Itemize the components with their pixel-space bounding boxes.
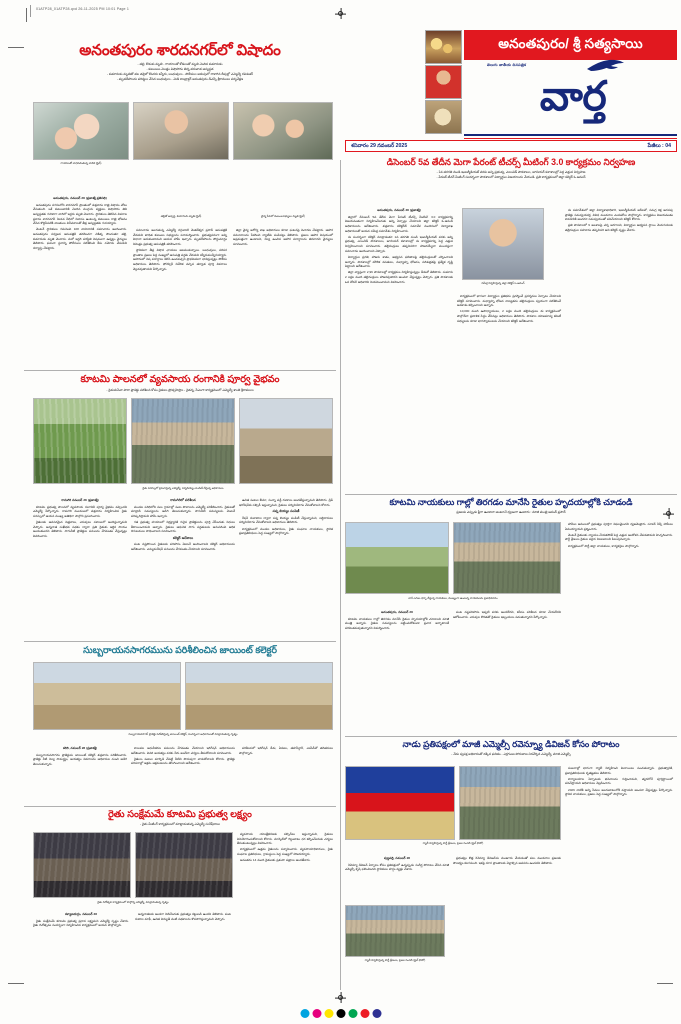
agri-para-3: గత ప్రభుత్వ హయాంలో నిర్లక్ష్యానికి గురైన ప్రాజెక్టులను పూర్తి చేసేందుకు నిధులు కేటాయించామని అన్నారు. రైతులు ఆధునిక సాగు పద్ధతులను అనుసరించి అధిక దిగుబడులు సాధించాలని సూచించారు. bbox=[131, 519, 235, 534]
agri-body-col-1 bbox=[33, 498, 127, 638]
masthead-rule-blue bbox=[464, 134, 677, 136]
color-swatch-yellow bbox=[324, 1009, 333, 1018]
ptm-body-col-1 bbox=[345, 208, 453, 490]
farmer-dateline: కళ్యాణదుర్గం, నవంబర్ 28 bbox=[65, 912, 97, 916]
agri-headline: కూటమి పాలనలో వ్యవసాయ రంగానికి పూర్వ వైభవం bbox=[80, 374, 280, 385]
ptm-photo-caption: సమీక్ష నిర్వహిస్తున్న జిల్లా కలెక్టర్ ఓ.ఆనంద్ bbox=[481, 282, 525, 285]
protest-dateline: పుట్టపర్తి, నవంబర్ 28 bbox=[383, 856, 411, 860]
masthead bbox=[425, 30, 677, 152]
protest-para-5: 2026 నాటికి అన్ని సేవలు అందుబాటులోకి వస్తాయని అంచనా వేస్తున్నట్లు పేర్కొన్నారు. స్థానిక నాయకులు, ప్రజలు పెద్ద సంఖ్యలో పాల్గొన్నారు. bbox=[565, 787, 673, 797]
protest-headline: నాడు ప్రతిపక్షంలో మాజీ ఎమ్మెల్సీ రవెన్న్యూ డివిజన్ కోసం పోరాటం bbox=[402, 739, 620, 749]
farmer-para-5: అనంతరం 14 మంది రైతులకు ప్రశంసా పత్రాలు అందజేశారు. bbox=[240, 858, 311, 863]
protest-photo-3 bbox=[345, 905, 445, 957]
lead-photo-1-caption: గాయాలతో బాధపడుతున్న బాలిక (ఫైల్) bbox=[60, 162, 102, 165]
color-swatch-black bbox=[336, 1009, 345, 1018]
color-swatch-blue bbox=[372, 1009, 381, 1018]
agri-para-4: ఉచిత పంటల బీమా, సున్నా వడ్డీ రుణాలు అందజేస్తున్నామని తెలిపారు. డ్రిప్ ఇరిగేషన్‌కు సబ్సిడీ ఇస్తున్నామని, రైతులు సద్వినియోగం చేసుకోవాలని కోరారు. bbox=[239, 498, 333, 507]
farmer-headline: రైతు సంక్షేమమే కూటమి ప్రభుత్వ లక్ష్యం bbox=[108, 809, 252, 820]
masthead-thumb-sathya-sai bbox=[425, 65, 462, 99]
agri-para-1: కూటమి ప్రభుత్వ పాలనలో వ్యవసాయ రంగానికి పూర్వ వైభవం వచ్చిందని ఎమ్మెల్యే పేర్కొన్నారు. రామగిరి మండలంలో శుక్రవారం నిర్వహించిన రైతు సదస్సులో ఆయన ముఖ్య అతిథిగా పాల్గొని ప్రసంగించారు. bbox=[33, 504, 127, 518]
lead-subhead-1: - తల్లి, కొడుకు మృతి - గాయాలతో కోడలుతో మృతి చెందిన కుమారుడు bbox=[137, 62, 223, 67]
crop-mark-left-bottom bbox=[8, 983, 24, 984]
lead-body-col-2 bbox=[133, 228, 227, 366]
masthead-thumb-temple bbox=[425, 30, 462, 64]
ptm-photo bbox=[462, 208, 544, 280]
ptm-para-2: ఈ సందర్భంగా కలెక్టర్ మాట్లాడుతూ 1వ తరగతి నుండి ఇంటర్మీడియట్ వరకు అన్ని ప్రభుత్వ, ఎయిడెడ్ పాఠశాలలు, జూనియర్ కళాశాలల్లో ఈ కార్యక్రమాన్ని పెద్ద ఎత్తున నిర్వహించాలని సూచించారు. తల్లిదండ్రులు తప్పనిసరిగా హాజరయ్యేలా ముందస్తుగా సమాచారం అందించాలని చెప్పారు. bbox=[345, 234, 453, 253]
farmer-subhead: - రైతు మీటింగ్ కార్యక్రమంలో మాట్లాడుతున్న ఎమ్మెల్యే సురేష్‌బాబు bbox=[140, 822, 220, 827]
farmer-photo-2 bbox=[135, 832, 233, 898]
agri-story-head bbox=[22, 375, 338, 393]
farmer-para-3: వ్యవసాయ యాంత్రీకరణకు సబ్సిడీలు ఇస్తున్నామని, రైతులు వినియోగించుకోవాలని కోరారు. మార్కెట్‌లో గిట్టుబాటు ధర కల్పించేందుకు చర్యలు తీసుకుంటున్నట్లు వివరించారు. bbox=[237, 832, 333, 846]
lead-para-3: సమాచారం అందుకున్న ఎమ్మెల్యే దగ్గుబాటి వెంకటేశ్వర ప్రసాద్ ఆసుపత్రికి చేరుకుని బాధిత కుటుంబ సభ్యులను పరామర్శించారు. ప్రభుత్వపరంగా అన్ని విధాలా ఆదుకుంటామని ఆయన హామీ ఇచ్చారు. మృతదేహాలను పోస్టుమార్టం నిమిత్తం ప్రభుత్వ ఆసుపత్రికి తరలించారు. bbox=[133, 228, 227, 246]
protest-para-1: రెవెన్యూ డివిజన్ ఏర్పాటు కోసం ప్రతిపక్షంలో ఉన్నప్పుడు సుదీర్ఘ పోరాటం చేసిన మాజీ ఎమ్మెల్సీ కృషి ఫలించిందని స్థానికులు హర్షం వ్యక్తం చేశారు. bbox=[345, 862, 449, 872]
protest-photo-1 bbox=[345, 766, 455, 840]
masthead-tagline: తెలుగు జాతీయ దినపత్రిక bbox=[487, 63, 527, 67]
koota-photo-2 bbox=[453, 522, 561, 594]
jc-photo-1 bbox=[33, 662, 181, 730]
ptm-headline: డిసెంబర్ 5వ తేదీన మెగా పేరంట్ టీచర్స్ మీటింగ్ 3.0 కార్యక్రమం నిర్వహణ bbox=[386, 157, 636, 167]
lead-para-4: స్థానికంగా తీవ్ర విషాద ఛాయలు అలముకున్నాయి. బంధువులు, పరిసర ప్రాంతాల ప్రజలు పెద్ద సంఖ్యలో ఆసుపత్రి వద్దకు చేరుకుని కన్నీరుమున్నీరయ్యారు. ఆహారంలో విష పదార్థాలు కలిసి ఉండవచ్చని ప్రాథమికంగా భావిస్తున్నట్లు పోలీసు అధికారులు తెలిపారు. ఫోరెన్సిక్ నివేదిక వచ్చిన తర్వాత పూర్తి వివరాలు వెల్లడవుతాయని పేర్కొన్నారు. bbox=[133, 248, 227, 271]
koota-headline: కూటమి నాయకులు గాల్లో తిరగడం మానేసి రైతుల హృదయాల్లోకి చూడండి bbox=[389, 497, 633, 507]
ptm-para-6: 10,000 మంది ఉపాధ్యాయులు, 2 లక్షల మంది తల్లిదండ్రులు ఈ కార్యక్రమంలో పాల్గొనేలా ప్రణాళిక సిద్ధం చేసినట్లు అధికారులు తెలిపారు. పాఠశాల యాజమాన్య కమిటీ సభ్యులను కూడా భాగస్వాములను చేయాలని కలెక్టర్ ఆదేశించారు. bbox=[457, 309, 561, 323]
koota-body-col-3 bbox=[565, 522, 673, 734]
agri-sub-title-3: సన్న బియ్యం పంపిణీ bbox=[272, 509, 300, 514]
section-divider-2 bbox=[24, 641, 336, 642]
agri-sub-text-3: రేషన్ దుకాణాల ద్వారా సన్న బియ్యం పంపిణీ చేస్తున్నామని, లబ్ధిదారులు సద్వినియోగం చేసుకోవాలని అధికారులు తెలిపారు. bbox=[239, 515, 333, 525]
registration-mark-bottom bbox=[335, 992, 346, 1003]
color-calibration-bar bbox=[300, 1009, 381, 1018]
masthead-edition-band bbox=[464, 30, 677, 60]
farmer-body-col-3 bbox=[237, 832, 333, 982]
ptm-story-head bbox=[345, 158, 677, 180]
farmer-body-col-2 bbox=[135, 912, 231, 984]
ptm-body-col-2 bbox=[457, 294, 561, 490]
ptm-body-col-3 bbox=[565, 208, 673, 490]
lead-subhead-4: - మృతదేహాలను పరిశ్మలు చేసిన బంధువులు - మెడి కాంట్రాక్టర్ అనంతపురం డీఎస్పీ శ్రీరాములు పర్యవేక్షణ bbox=[116, 76, 244, 81]
ptm-para-7: ఈ సమావేశంలో జిల్లా విద్యాశాఖాధికారి, ఇంటర్మీడియట్ ఆర్ఐవో, సమగ్ర శిక్ష అదనపు ప్రాజెక్టు సమన్వయకర్త, వివిధ మండలాల ఎంఈవోలు పాల్గొన్నారు. కార్యక్రమం విజయవంతం కావడానికి అందరూ సమన్వయంతో పనిచేయాలని కలెక్టర్ కోరారు. bbox=[565, 208, 673, 222]
lead-subhead-3: - కుమారుడు మృతితో తల తల్లిలో కొందరు కన్నీరు, బంధువులు - పోలీసుల అదుపులో రాకాగిన దీపుల్లో ఎమ్మెల్యే రవిశంకర్ bbox=[106, 71, 254, 76]
protest-story-head bbox=[345, 740, 677, 756]
farmer-body-col-1 bbox=[33, 912, 129, 984]
ptm-para-1: జిల్లాలో డిసెంబర్ 5వ తేదీన మెగా పేరంట్ టీచర్స్ మీటింగ్ 3.0 కార్యక్రమాన్ని విజయవంతంగా నిర్వహించేందుకు అన్ని ఏర్పాట్లు చేయాలని జిల్లా కలెక్టర్ ఓ.ఆనంద్ అధికారులను ఆదేశించారు. శుక్రవారం కలెక్టరేట్ సమావేశ మందిరంలో విద్యాశాఖ అధికారులతో ఆయన సమీక్ష సమావేశం నిర్వహించారు. bbox=[345, 214, 453, 233]
farmer-story-head bbox=[22, 810, 338, 827]
protest-para-4: కార్యాలయాల ఏర్పాటుకు భవనాలను గుర్తించామని, త్వరలోనే పూర్తిస్థాయిలో పనిచేస్తాయని అధికారులు వెల్లడించారు. bbox=[565, 776, 673, 786]
koota-story-head bbox=[345, 498, 677, 514]
ptm-para-8: ప్రతి పాఠశాలలో 9 అంశాలపై చర్చ జరగాలని, విద్యార్థుల అభ్యసన స్థాయి మెరుగుదలకు తల్లిదండ్రుల సహకారం తప్పనిసరి అని కలెక్టర్ స్పష్టం చేశారు. bbox=[565, 223, 673, 233]
section-divider-5 bbox=[345, 736, 677, 737]
ptm-subhead-1: - 1వ తరగతి నుండి ఇంటర్మీడియట్ వరకు అన్ని ప్రభుత్వ, ఎయిడెడ్ పాఠశాలల, జూనియర్ కళాశాలల్లో పెద్ద ఎత్తున నిర్వహణ bbox=[436, 170, 586, 175]
jc-headline: సుబ్బరాయనసాగరమును పరిశీలించిన జాయింట్ కలెక్టర్ bbox=[83, 645, 277, 655]
protest-para-3: సంబరాల్లో భాగంగా ర్యాలీ నిర్వహించి మిఠాయిలు పంచుకున్నారు. ప్రభుత్వానికి, ప్రజాప్రతినిధులకు కృతజ్ఞతలు తెలిపారు. bbox=[565, 766, 673, 775]
koota-para-2: పంట నష్టపరిహారం ఇప్పటి వరకు అందలేదని, కనీసం పరిశీలన కూడా చేయలేదని ఆరోపించారు. ఎరువుల కొరతతో రైతులు ఇబ్బందులు పడుతున్నారని పేర్కొన్నారు. bbox=[453, 610, 561, 619]
slug-rule bbox=[30, 5, 31, 17]
koota-body-col-2 bbox=[453, 610, 561, 734]
koota-para-4: వెంటనే రైతులకు న్యాయం చేయకపోతే పెద్ద ఎత్తున ఆందోళన చేపడతామని హెచ్చరించారు. పార్టీ శ్రేణులు రైతుల పక్షాన నిలబడాలని పిలుపునిచ్చారు. bbox=[565, 532, 673, 542]
koota-para-5: కార్యక్రమంలో పార్టీ జిల్లా నాయకులు, కార్యకర్తలు పాల్గొన్నారు. bbox=[568, 543, 640, 548]
jc-para-4: పరిశీలనలో ఇరిగేషన్ డీఈ, ఏఈలు, తహసీల్దార్, ఎంపీడీవో తదితరులు పాల్గొన్నారు. bbox=[239, 746, 333, 755]
jc-para-3: రైతులు పంటల మార్పిడి చేపట్టి నీటిని పొదుపుగా వాడుకోవాలని కోరారు. ప్రాజెక్టు పరిసరాల్లో అక్రమ ఆక్రమణలను తొలగించాలని ఆదేశించారు. bbox=[131, 756, 235, 766]
koota-photo-caption: లారీ ఎదుట ధర్నా చేస్తున్న నాయకులు, ముఖ్యంగా ఉంటున్న నాయకులను ప్రజాభిమానం bbox=[408, 597, 498, 600]
farmer-para-2: అన్నదాతలకు అండగా నిలిచేందుకు ప్రభుత్వం కట్టుబడి ఉందని తెలిపారు. పంట రుణాల మాఫీ, ఉచిత విద్యుత్ వంటి పథకాలను కొనసాగిస్తున్నామని చెప్పారు. bbox=[135, 912, 231, 921]
section-divider-3 bbox=[24, 806, 336, 807]
lead-photo-2 bbox=[133, 102, 229, 160]
lead-body-col-1 bbox=[33, 196, 127, 366]
center-gutter-rule bbox=[340, 160, 341, 990]
jc-photo-caption: సుబ్బరాయనసాగర్ ప్రాజెక్టు పరిశీలిస్తున్న జాయింట్ కలెక్టర్, సందర్భంగా అధికారులతో మాట్లాడుతున్న దృశ్యం bbox=[128, 733, 238, 736]
masthead-title bbox=[469, 60, 677, 134]
color-swatch-magenta bbox=[312, 1009, 321, 1018]
agri-photo-2 bbox=[131, 398, 235, 484]
ptm-para-3: విద్యార్థుల ప్రగతి, హాజరు శాతం, అభ్యసన ఫలితాలపై తల్లిదండ్రులతో చర్చించాలని అన్నారు. పాఠశాలల్లో మౌలిక వసతులు, మధ్యాహ్న భోజనం, పరిశుభ్రతపై ప్రత్యేక దృష్టి పెట్టాలని ఆదేశించారు. bbox=[345, 254, 453, 269]
protest-body-col-2 bbox=[453, 856, 561, 982]
lead-body-col-3 bbox=[233, 228, 333, 366]
agri-sub-text-1: మండల పరిధిలోని పలు గ్రామాల్లో పంట పొలాలను ఎమ్మెల్యే పరిశీలించారు. రైతులతో మాట్లాడి సమస్యలను అడిగి తెలుసుకున్నారు. సాగునీటి సమస్యలను వెంటనే పరిష్కరిస్తామని హామీ ఇచ్చారు. bbox=[131, 504, 235, 518]
date-bar bbox=[345, 140, 677, 152]
agri-photo-1 bbox=[33, 398, 127, 484]
registration-mark-top bbox=[335, 8, 346, 19]
agri-subhead: - రైతునుసేవా పారా ప్రాజెక్టు పరిశీలన కోసం రైతులు ప్రోత్సహిస్తాం - రైతన్న, సీఎంగా కార్యక్రమంలో ఎమ్మెల్యే శాంతి శ్రీరాములు bbox=[106, 387, 254, 392]
protest-photo-3-caption: ర్యాలీ నిర్వహిస్తున్న పార్టీ శ్రేణులు, ప్రజల సందడి (ఫైల్ ఫోటో) bbox=[364, 959, 426, 962]
agri-sub-title-1: రామగిరిలో పరిశీలన bbox=[170, 498, 196, 502]
section-divider-1 bbox=[24, 370, 336, 371]
farmer-photo-caption: రైతు దినోత్సవ కార్యక్రమంలో పాల్గొన్న ఎమ్మెల్యే, మాట్లాడుతున్న దృశ్యం bbox=[97, 901, 169, 904]
jc-dateline: కదిరి, నవంబర్ 28 (ప్రజాశక్తి) bbox=[63, 746, 97, 750]
masthead-edition-text: అనంతపురం/ శ్రీ సత్యసాయి bbox=[498, 35, 643, 51]
protest-photo-caption: ర్యాలీ నిర్వహిస్తున్న పార్టీ శ్రేణులు, ప్రజల సందడి (ఫైల్ ఫోటో) bbox=[422, 842, 484, 845]
ptm-dateline: అనంతపురం, నవంబర్ 28 (ప్రజాశక్తి) bbox=[377, 208, 421, 212]
farmer-photo-1 bbox=[33, 832, 131, 898]
ptm-para-5: కార్యక్రమంలో భాగంగా విద్యార్థుల ప్రతిభను ప్రదర్శించే ప్రదర్శనలు ఏర్పాటు చేయాలని కలెక్టర్ సూచించారు. మధ్యాహ్న భోజన నాణ్యతను తల్లిదండ్రులు స్వయంగా పరిశీలించే అవకాశం కల్పించాలని అన్నారు. bbox=[457, 294, 561, 308]
agri-para-5: కార్యక్రమంలో మండల అధికారులు, రైతు సంఘాల నాయకులు, స్థానిక ప్రజాప్రతినిధులు పెద్ద సంఖ్యలో పాల్గొన్నారు. bbox=[239, 526, 333, 536]
crop-mark-top bbox=[26, 8, 27, 22]
koota-dateline: అనంతపురం, నవంబర్ 28 bbox=[381, 610, 413, 614]
jc-body-col-2 bbox=[131, 746, 235, 806]
lead-photo-1 bbox=[33, 102, 129, 160]
protest-photo-2 bbox=[459, 766, 561, 840]
koota-para-3: హామీల అమలులో ప్రభుత్వం పూర్తిగా విఫలమైందని ధ్వజమెత్తారు. సూపర్ సిక్స్ హామీలు ఏమయ్యాయని ప్రశ్నించారు. bbox=[565, 522, 673, 531]
lead-photo-3-caption: వైద్య సేవలో కుటుంబసభ్యులు మృతి (ఫైల్) bbox=[261, 215, 305, 218]
agri-photo-caption: రైతు సదస్సులో ప్రసంగిస్తున్న ఎమ్మెల్యే, సన్నబియ్యం పంపిణీ చేస్తున్న అధికారులు bbox=[142, 487, 224, 490]
protest-para-2: ప్రభుత్వం కొత్త రెవెన్యూ డివిజన్‌ను మంజూరు చేయడంతో పలు మండలాల ప్రజలకు సౌలభ్యం కలగనుంది. ఇకపై దూర ప్రాంతాలకు వెళ్లాల్సిన అవసరం ఉండదని తెలిపారు. bbox=[453, 856, 561, 865]
agri-para-2: రైతులకు అవసరమైన విత్తనాలు, ఎరువులు సకాలంలో అందిస్తున్నామని చెప్పారు. అన్నదాత సుఖీభవ పథకం ద్వారా ప్రతి రైతుకు ఆర్థిక సాయం అందుతుందని తెలిపారు. సాగునీటి ప్రాజెక్టుల పనులను వేగవంతం చేస్తున్నట్లు వివరించారు. bbox=[33, 520, 127, 539]
protest-body-col-3 bbox=[565, 766, 673, 982]
ptm-subhead-2: - పేరంట్ టీచర్ మీటింగ్ సందర్భంగా పాఠశాలలో విద్యార్థుల విజయాలను చేయండి. ప్రతి కార్యక్రమంలో జిల్లా కలెక్టర్ ఓ.ఆనంద్ bbox=[436, 175, 586, 180]
koota-body-col-1 bbox=[345, 610, 449, 734]
masthead-title-text: వార్త bbox=[539, 73, 607, 120]
lead-story bbox=[22, 42, 338, 81]
jc-body-col-1 bbox=[33, 746, 127, 806]
lead-headline: అనంతపురం శారదనగర్‌లో విషాదం bbox=[79, 42, 281, 59]
ptm-para-4: జిల్లా వ్యాప్తంగా 2,96 పాఠశాలల్లో కార్యక్రమం నిర్వహిస్తున్నట్లు డీఈవో తెలిపారు. సుమారు 2 లక్షల మంది తల్లిదండ్రులు హాజరవుతారని అంచనా వేస్తున్నట్లు చెప్పారు. ప్రతి పాఠశాలకు ఒక నోడల్ అధికారిని నియమించామని వివరించారు. bbox=[345, 270, 453, 284]
color-swatch-green bbox=[348, 1009, 357, 1018]
section-divider-4 bbox=[345, 494, 677, 495]
jc-body-col-3 bbox=[239, 746, 333, 806]
masthead-thumbnails bbox=[425, 30, 462, 134]
lead-para-2: వెంటనే స్థానికులు గమనించి 108 వాహనానికి సమాచారం అందించారు. అనంతపురం సర్వజన ఆసుపత్రికి తరలించగా చికిత్స పొందుతూ తల్లి, కుమారుడు మృతి చెందారు. మరో ఇద్దరి పరిస్థితి విషమంగా ఉన్నట్లు వైద్యులు తెలిపారు. ఘటనా స్థలాన్ని పోలీసులు పరిశీలించి కేసు నమోదు చేసుకుని దర్యాప్తు చేపట్టారు. bbox=[33, 227, 127, 250]
page-count: పేజీలు : 04 bbox=[647, 143, 671, 149]
jc-para-1: సుబ్బరాయనసాగరం ప్రాజెక్టును జాయింట్ కలెక్టర్ శుక్రవారం పరిశీలించారు. ప్రాజెక్టు నీటి నిల్వ సామర్థ్యం, ఆయకట్టు వివరాలను అధికారుల నుంచి అడిగి తెలుసుకున్నారు. bbox=[33, 752, 127, 766]
protest-subhead: - నేడు స్వపక్ష అధికారంతో దక్కిన ఫలితం - ఎర్రగుంట పోరుబాట నిరవేర్చిన ఎమ్మెల్యే, మాజీ ఎమ్మెల్సీ bbox=[451, 751, 571, 756]
lead-para-1: అనంతపురం నగరంలోని శారదనగర్ ప్రాంతంలో శుక్రవారం రాత్రి విషాదం చోటు చేసుకుంది. ఒకే కుటుంబానికి చెందిన ముగ్గురు వ్యక్తులు విషాహారం తిని అస్వస్థతకు గురికాగా వారిలో ఇద్దరు మృతి చెందారు. స్థానికులు తెలిపిన వివరాల ప్రకారం శారదనగర్ రెండవ వీధిలో నివాసం ఉంటున్న కుటుంబం రాత్రి భోజనం చేసిన కొద్దిసేపటికి వాంతులు విరేచనాలతో తీవ్ర అస్వస్థతకు గురయ్యారు. bbox=[33, 202, 127, 226]
agri-dateline: రామగిరి నవంబర్ 28 (ప్రజాశక్తి) bbox=[61, 498, 99, 502]
koota-photo-1 bbox=[345, 522, 449, 594]
agri-sub-title-2: కలెక్టర్ ఆదేశాలు bbox=[172, 535, 194, 540]
color-swatch-cyan bbox=[300, 1009, 309, 1018]
farmer-para-1: రైతు సంక్షేమమే కూటమి ప్రభుత్వ ప్రధాన లక్ష్యమని ఎమ్మెల్యే స్పష్టం చేశారు. రైతు దినోత్సవం సందర్భంగా నిర్వహించిన కార్యక్రమంలో ఆయన పాల్గొన్నారు. bbox=[33, 918, 129, 928]
koota-subhead: ప్రజలకు ఎప్పుడు ఫ్రీగా ఉండాలా అంటూనే ధ్వజంగా ఉంటారు : మాజీ మంత్రి ఆనంద్ ప్రసాద్ bbox=[456, 509, 566, 514]
lead-dateline: అనంతపురం, నవంబర్ 28 (ప్రజాశక్తి ప్రతినిధి) bbox=[53, 196, 107, 200]
agri-photo-3 bbox=[239, 398, 333, 484]
masthead-thumb-nandi bbox=[425, 100, 462, 134]
jc-photo-2 bbox=[185, 662, 333, 730]
lead-photo-3 bbox=[233, 102, 333, 160]
agri-body-col-3 bbox=[239, 498, 333, 638]
agri-sub-text-2: పంట నష్టపోయిన రైతులకు పరిహారం వెంటనే అందించాలని కలెక్టర్ అధికారులను ఆదేశించారు. ఎన్యుమరేషన్ పనులను వేగవంతం చేయాలని సూచించారు. bbox=[131, 542, 235, 551]
lead-subhead-2: - కుటుంబం మొత్తం విషాహారం తిన్న తరువాత అస్వస్థత bbox=[146, 66, 214, 71]
jc-para-2: కాలువల ఆధునీకరణ పనులను వేగవంతం చేయాలని ఇరిగేషన్ అధికారులను ఆదేశించారు. చివరి ఆయకట్టు వరకు నీరు అందేలా చర్యలు తీసుకోవాలని సూచించారు. bbox=[131, 746, 235, 755]
jc-story-head bbox=[22, 645, 338, 655]
color-swatch-red bbox=[360, 1009, 369, 1018]
farmer-para-4: కార్యక్రమంలో ఉత్తమ రైతులను సన్మానించారు. వ్యవసాయాధికారులు, రైతు సంఘాల ప్రతినిధులు, గ్రామస్థులు పెద్ద సంఖ్యలో హాజరయ్యారు. bbox=[237, 847, 333, 857]
crop-mark-right-bottom bbox=[657, 983, 673, 984]
koota-para-1: కూటమి నాయకులు గాల్లో తిరగడం మానేసి రైతుల హృదయాల్లోకి చూడాలని మాజీ మంత్రి అన్నారు. రైతుల సమస్యలను పట్టించుకోకుండా ప్రచార ఆర్భాటాలకే పరిమితమవుతున్నారని విమర్శించారు. bbox=[345, 616, 449, 630]
lead-photo-2-caption: తల్లితో అస్వస్థ, కుమారుడు మృతి (ఫైల్) bbox=[160, 215, 202, 218]
publication-date: శనివారం 29 నవంబర్ 2025 bbox=[351, 143, 408, 149]
printer-slug: 01ATP28_01ATP28.qxd 26-11-2025 PM 10:01 Page 1 bbox=[36, 7, 130, 11]
agri-body-col-2 bbox=[131, 498, 235, 638]
lead-para-5: జిల్లా వైద్య ఆరోగ్య శాఖ అధికారులు కూడా ఘటనపై విచారణ చేపట్టారు. ఆహార నమూనాలను సేకరించి ల్యాబ్‌కు పంపినట్లు తెలిపారు. ప్రజలు ఆహార విషయంలో అప్రమత్తంగా ఉండాలని, నిల్వ ఉంచిన ఆహార పదార్థాలను తినరాదని వైద్యులు సూచించారు. bbox=[233, 228, 333, 246]
